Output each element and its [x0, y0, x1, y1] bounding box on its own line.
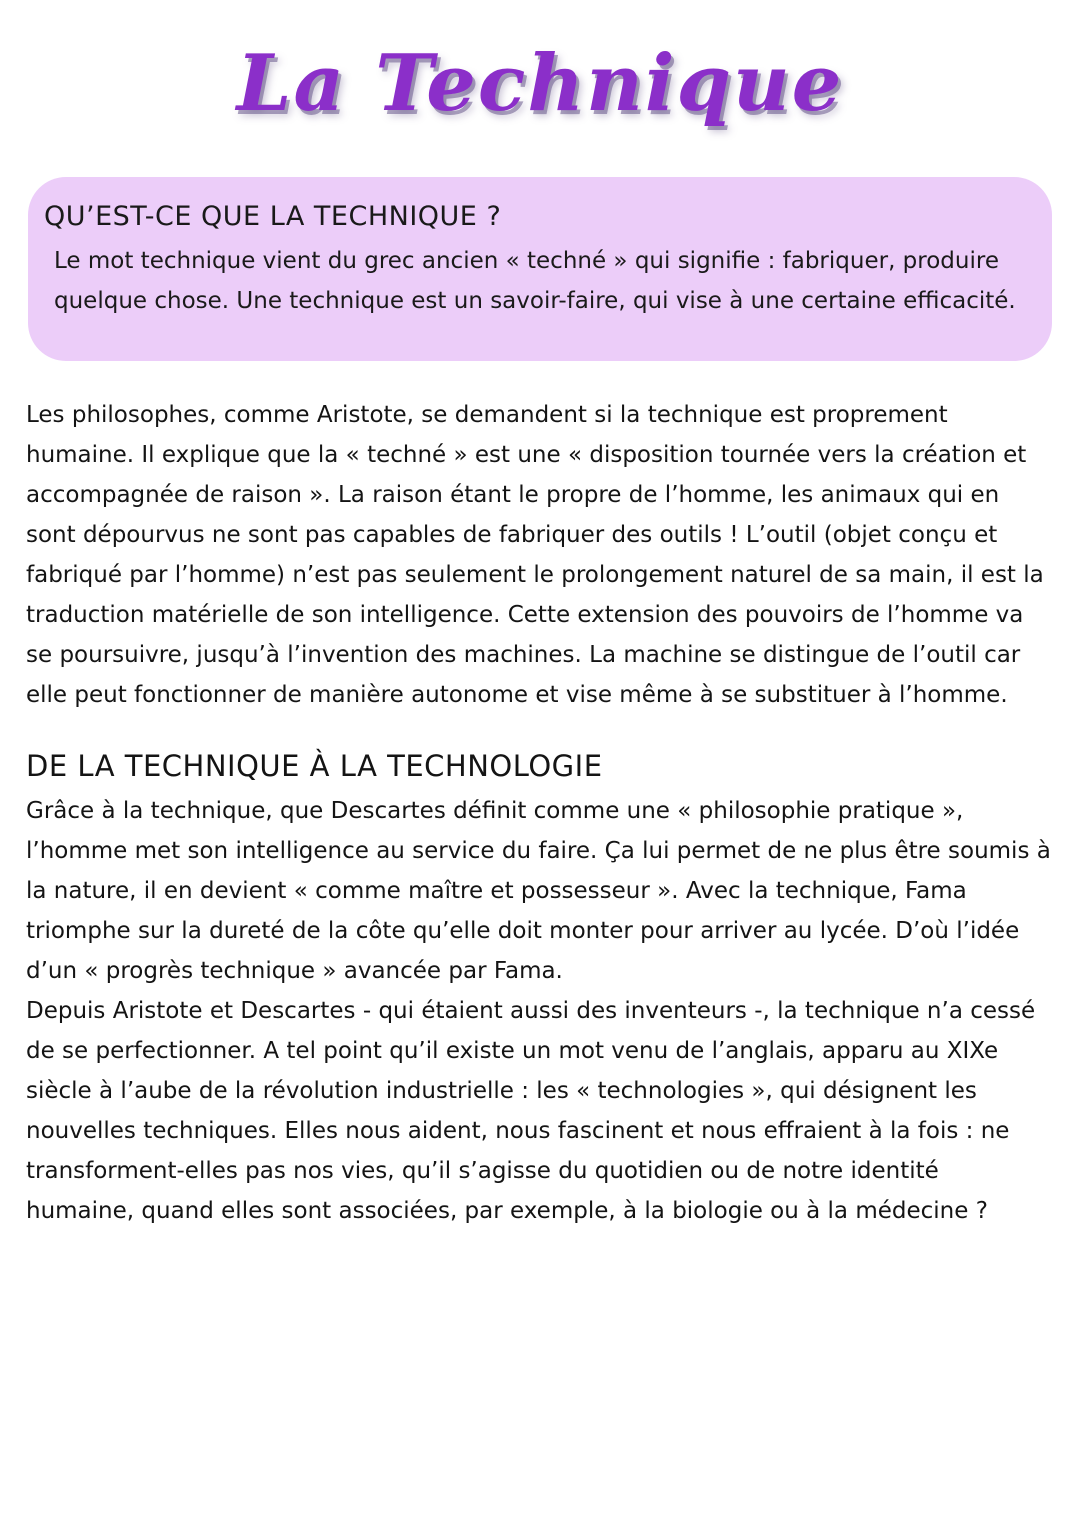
page-title: La Technique [236, 38, 844, 129]
title-area [26, 38, 1054, 129]
document-body [26, 395, 1054, 1231]
section-paragraph-2: Depuis Aristote et Descartes - qui étaient aussi des inventeurs -, la technique n’a cessé de se perfectionner. A tel point qu’il existe un mot venu de l’anglais, apparu au XIXe siècle à l’aube de la révolution industrielle : les « technologies », qui désignent les nouvelles techniques. Elles nous aident, nous fascinent et nous effraient à la fois : ne transforment-elles pas nos vies, qu’il s’agisse du quotidien ou de notre identité humaine, quand elles sont associées, par exemple, à la biologie ou à la médecine ? [26, 998, 1036, 1225]
definition-box-heading: QU’EST-CE QUE LA TECHNIQUE ? [44, 201, 502, 232]
intro-paragraph: Les philosophes, comme Aristote, se demandent si la technique est proprement humaine. Il explique que la « techné » est une « disposition tournée vers la création et accompagnée de raison ». La raison étant le propre de l’homme, les animaux qui en sont dépourvus ne sont pas capables de fabriquer des outils ! L’outil (objet conçu et fabriqué par l’homme) n’est pas seulement le prolongement naturel de sa main, il est la traduction matérielle de son intelligence. Cette extension des pouvoirs de l’homme va se poursuivre, jusqu’à l’invention des machines. La machine se distingue de l’outil car elle peut fonctionner de manière autonome et vise même à se substituer à l’homme. [26, 402, 1044, 709]
definition-box-body: Le mot technique vient du grec ancien « techné » qui signifie : fabriquer, produire quelque chose. Une technique est un savoir-faire, qui vise à une certaine efficacité. [54, 248, 1016, 314]
section-paragraph-1: Grâce à la technique, que Descartes définit comme une « philosophie pratique », l’homme met son intelligence au service du faire. Ça lui permet de ne plus être soumis à la nature, il en devient « comme maître et possesseur ». Avec la technique, Fama triomphe sur la dureté de la côte qu’elle doit monter pour arriver au lycée. D’où l’idée d’un « progrès technique » avancée par Fama. [26, 798, 1051, 985]
section-heading: DE LA TECHNIQUE À LA TECHNOLOGIE [26, 749, 603, 784]
definition-box [28, 177, 1052, 361]
